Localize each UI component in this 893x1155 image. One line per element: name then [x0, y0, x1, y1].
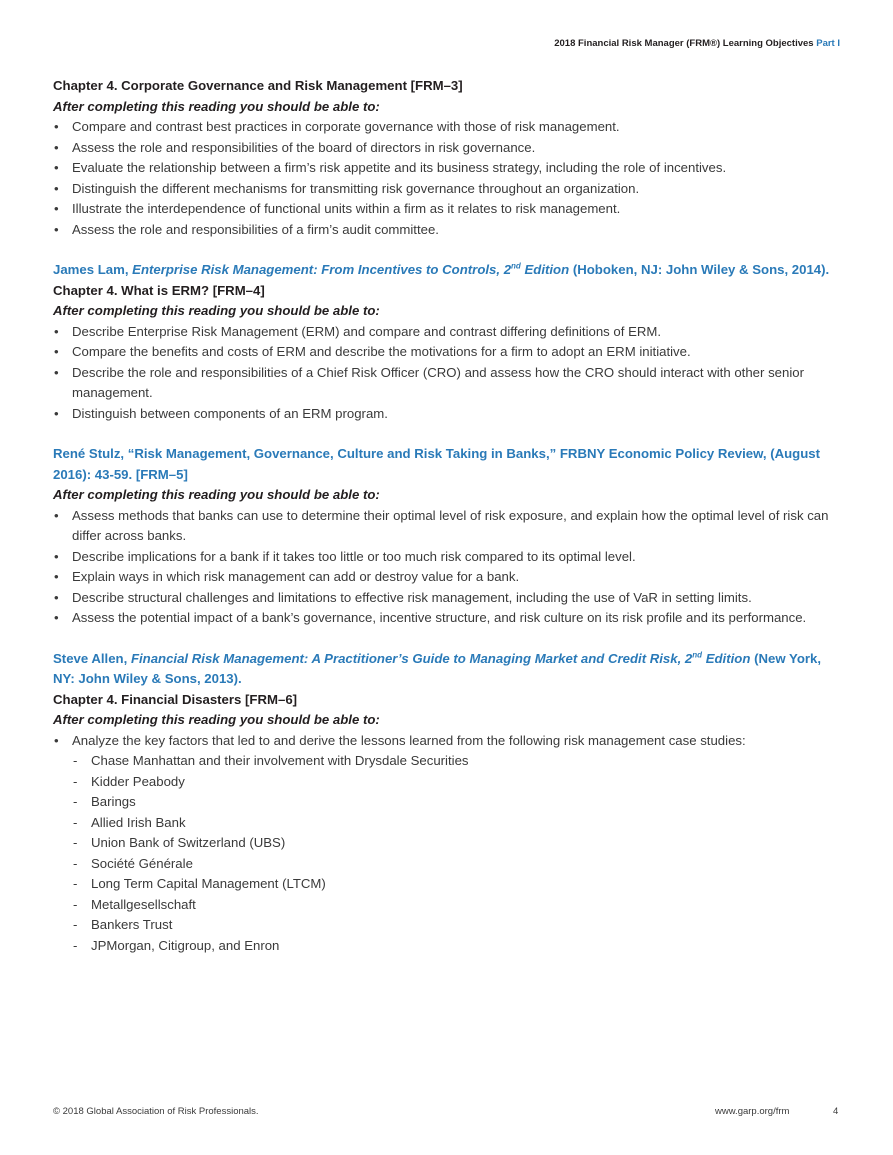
objectives-list — [53, 731, 843, 752]
objectives-list — [53, 506, 843, 629]
list-item: • Compare the benefits and costs of ERM and describe the motivations for a firm to adopt an ERM initiative. — [53, 342, 843, 363]
intro-line: After completing this reading you should be able to: — [53, 303, 380, 318]
intro-line: After completing this reading you should be able to: — [53, 712, 380, 727]
chapter-heading: Chapter 4. What is ERM? [FRM–4] — [53, 282, 265, 298]
case-studies-list — [53, 751, 843, 956]
list-item: • Assess the role and responsibilities of a firm’s audit committee. — [53, 220, 843, 241]
list-item: • Explain ways in which risk management can add or destroy value for a bank. — [53, 567, 843, 588]
list-item: • Compare and contrast best practices in corporate governance with those of risk management. — [53, 117, 843, 138]
footer-copyright: © 2018 Global Association of Risk Professionals. — [53, 1106, 259, 1117]
list-item: • Assess the role and responsibilities of the board of directors in risk governance. — [53, 138, 843, 159]
case-study-item: - Metallgesellschaft — [53, 895, 843, 916]
list-item: • Describe Enterprise Risk Management (ERM) and compare and contrast differing definitions of ERM. — [53, 322, 843, 343]
chapter-heading: Chapter 4. Financial Disasters [FRM–6] — [53, 691, 298, 707]
case-study-item: - Société Générale — [53, 854, 843, 875]
list-item: • Assess methods that banks can use to determine their optimal level of risk exposure, and explain how the optimal level of risk can differ across banks. — [53, 506, 843, 547]
objectives-list — [53, 322, 843, 425]
reading-source: James Lam, Enterprise Risk Management: From Incentives to Controls, 2nd Edition (Hoboken, NJ: John Wiley & Sons, 2014). — [53, 261, 830, 277]
case-study-item: - Kidder Peabody — [53, 772, 843, 793]
reading-source: Steve Allen, Financial Risk Management: A Practitioner’s Guide to Managing Market and Credit Risk, 2nd Edition (New York, NY: John Wiley & Sons, 2013). — [53, 650, 822, 686]
intro-line: After completing this reading you should be able to: — [53, 98, 380, 114]
list-item: • Assess the potential impact of a bank’s governance, incentive structure, and risk culture on its risk profile and its performance. — [53, 608, 843, 629]
case-study-item: - Barings — [53, 792, 843, 813]
list-item: • Describe implications for a bank if it takes too little or too much risk compared to its optimal level. — [53, 547, 843, 568]
case-study-item: - Union Bank of Switzerland (UBS) — [53, 833, 843, 854]
case-study-item: - Chase Manhattan and their involvement with Drysdale Securities — [53, 751, 843, 772]
case-study-item: - Bankers Trust — [53, 915, 843, 936]
case-study-item: - Allied Irish Bank — [53, 813, 843, 834]
list-item: • Illustrate the interdependence of functional units within a firm as it relates to risk management. — [53, 199, 843, 220]
header-title: 2018 Financial Risk Manager (FRM®) Learning Objectives — [554, 38, 814, 49]
intro-line: After completing this reading you should be able to: — [53, 487, 380, 502]
page-number: 4 — [833, 1106, 839, 1117]
list-item: • Distinguish the different mechanisms for transmitting risk governance throughout an organization. — [53, 179, 843, 200]
header-part: Part I — [816, 38, 840, 49]
list-item: • Evaluate the relationship between a firm’s risk appetite and its business strategy, including the role of incentives. — [53, 158, 843, 179]
list-item: • Analyze the key factors that led to and derive the lessons learned from the following risk management case studies: — [53, 731, 843, 752]
list-item: • Describe structural challenges and limitations to effective risk management, including the use of VaR in setting limits. — [53, 588, 843, 609]
case-study-item: - JPMorgan, Citigroup, and Enron — [53, 936, 843, 957]
chapter-heading: Chapter 4. Corporate Governance and Risk Management [FRM–3] — [53, 78, 463, 93]
list-item: • Distinguish between components of an ERM program. — [53, 404, 843, 425]
case-study-item: - Long Term Capital Management (LTCM) — [53, 874, 843, 895]
list-item: • Describe the role and responsibilities of a Chief Risk Officer (CRO) and assess how the CRO should interact with other senior management. — [53, 363, 843, 404]
reading-source: René Stulz, “Risk Management, Governance, Culture and Risk Taking in Banks,” FRBNY Economic Policy Review, (August 2016): 43-59. [FRM–5] — [53, 446, 820, 482]
page-header — [554, 38, 840, 49]
document-body — [53, 76, 843, 956]
footer-url: www.garp.org/frm — [715, 1106, 790, 1117]
objectives-list — [53, 117, 843, 240]
